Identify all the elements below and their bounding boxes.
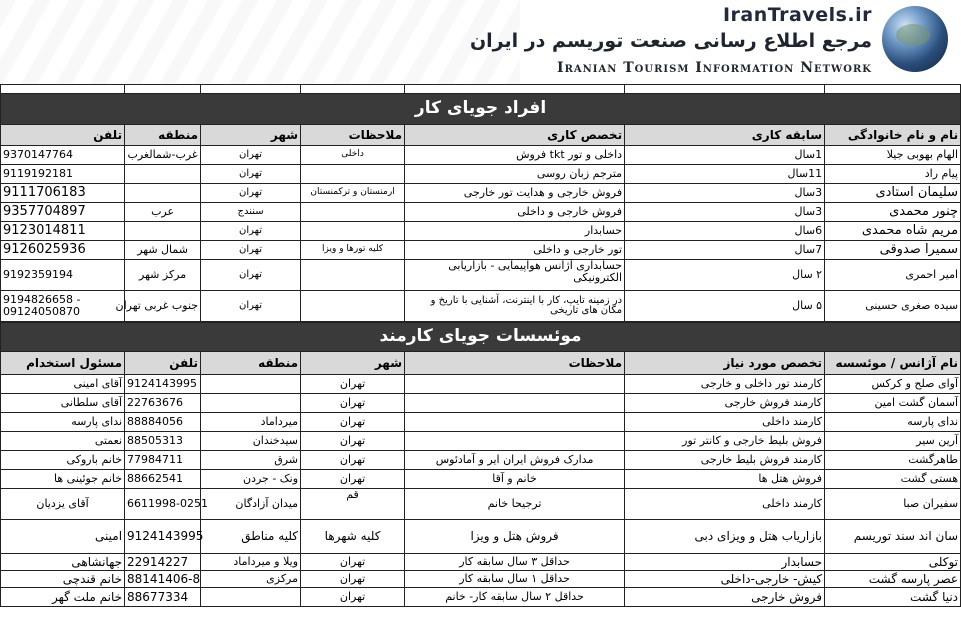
agency-phone: 88505313 <box>125 432 201 451</box>
agency-region: ونک - جردن <box>201 470 301 489</box>
job-seeker-row <box>1 291 961 322</box>
agency-row <box>1 451 961 470</box>
job-seeker-region: عرب <box>125 203 201 222</box>
agency-notes <box>405 394 625 413</box>
job-seeker-experience: 3سال <box>625 184 825 203</box>
agency-row <box>1 489 961 520</box>
agency-phone: 88677334 <box>125 588 201 607</box>
banner-decoration <box>0 0 520 84</box>
agency-agency: توکلی <box>825 554 961 571</box>
agency-contact: خانم قندچی <box>1 571 125 588</box>
agency-notes: ترجیحا خانم <box>405 489 625 520</box>
job-seeker-row <box>1 184 961 203</box>
job-seeker-specialty: در زمینه تایپ، کار با اینترنت، آشنایی با تاریخ و مکان های تاریخی <box>405 291 625 322</box>
job-seeker-specialty: تور خارجی و داخلی <box>405 241 625 260</box>
job-seeker-city: سنندج <box>201 203 301 222</box>
agency-agency: دنیا گشت <box>825 588 961 607</box>
job-seeker-name: چنور محمدی <box>825 203 961 222</box>
job-seekers-table <box>0 93 961 322</box>
job-seeker-specialty: فروش خارجی و هدایت تور خارجی <box>405 184 625 203</box>
agency-region: کلیه مناطق <box>201 520 301 554</box>
agency-contact: جهانشاهی <box>1 554 125 571</box>
agency-contact: آقای امینی <box>1 375 125 394</box>
agency-city: تهران <box>301 571 405 588</box>
job-seeker-city: تهران <box>201 222 301 241</box>
agency-notes: حداقل ۱ سال سابقه کار <box>405 571 625 588</box>
site-name[interactable]: IranTravels.ir <box>722 4 872 26</box>
agency-agency: سان اند سند توریسم <box>825 520 961 554</box>
agency-specialty-needed: بازاریاب هتل و ویزای دبی <box>625 520 825 554</box>
site-title-en: Iranian Tourism Information Network <box>557 60 872 76</box>
site-title-fa: مرجع اطلاع رسانی صنعت توریسم در ایران <box>469 30 872 52</box>
agency-specialty-needed: کارمند داخلی <box>625 489 825 520</box>
col-header-notes: ملاحظات <box>301 125 405 146</box>
agency-agency: ندای پارسه <box>825 413 961 432</box>
col-header-phone: تلفن <box>1 125 125 146</box>
job-seeker-row <box>1 146 961 165</box>
agencies-section-title: موئسسات جویای کارمند <box>1 323 961 352</box>
agency-notes <box>405 413 625 432</box>
job-seeker-region <box>125 222 201 241</box>
agencies-header-row <box>1 352 961 375</box>
job-seeker-phone: 9194826658 - 09124050870 <box>1 291 125 322</box>
agency-specialty-needed: کارمند تور داخلی و خارجی <box>625 375 825 394</box>
job-seeker-specialty: حسابدار <box>405 222 625 241</box>
job-seeker-experience: 3سال <box>625 203 825 222</box>
job-seeker-city: تهران <box>201 146 301 165</box>
col-header-region: منطقه <box>125 125 201 146</box>
agency-notes: مدارک فروش ایران ایر و آمادئوس <box>405 451 625 470</box>
agency-city: تهران <box>301 432 405 451</box>
job-seeker-city: تهران <box>201 291 301 322</box>
job-seeker-city: تهران <box>201 165 301 184</box>
agency-contact: آقای یزدیان <box>1 489 125 520</box>
job-seeker-phone: 9119192181 <box>1 165 125 184</box>
job-seeker-name: سلیمان استادی <box>825 184 961 203</box>
agency-region: سیدخندان <box>201 432 301 451</box>
job-seeker-specialty: فروش خارجی و داخلی <box>405 203 625 222</box>
agency-contact: امینی <box>1 520 125 554</box>
agency-city: تهران <box>301 413 405 432</box>
agency-region: شرق <box>201 451 301 470</box>
job-seeker-specialty: مترجم زبان روسی <box>405 165 625 184</box>
agency-agency: آسمان گشت امین <box>825 394 961 413</box>
job-seeker-phone: 9192359194 <box>1 260 125 291</box>
agency-specialty-needed: فروش هتل ها <box>625 470 825 489</box>
job-seekers-header-row <box>1 125 961 146</box>
agency-agency: هستی گشت <box>825 470 961 489</box>
agency-specialty-needed: کارمند داخلی <box>625 413 825 432</box>
site-banner <box>0 0 960 84</box>
agency-region <box>201 394 301 413</box>
job-seeker-experience: ۲ سال <box>625 260 825 291</box>
job-seeker-row <box>1 165 961 184</box>
job-seeker-name: امیر احمری <box>825 260 961 291</box>
job-seeker-experience: 7سال <box>625 241 825 260</box>
col-header-agency: نام آژانس / موئسسه <box>825 352 961 375</box>
job-seeker-name: سیده صغری حسینی <box>825 291 961 322</box>
job-seeker-notes: کلیه تورها و ویزا <box>301 241 405 260</box>
agency-contact: خانم جوئینی ها <box>1 470 125 489</box>
agency-notes: حداقل ۲ سال سابقه کار- خانم <box>405 588 625 607</box>
job-seeker-city: تهران <box>201 241 301 260</box>
agency-notes: فروش هتل و ویزا <box>405 520 625 554</box>
col-header-specialty: تخصص کاری <box>405 125 625 146</box>
agency-city: تهران <box>301 470 405 489</box>
agency-agency: سفیران صبا <box>825 489 961 520</box>
agency-city: تهران <box>301 375 405 394</box>
agency-row <box>1 520 961 554</box>
agency-city: قم <box>301 489 405 520</box>
agency-city: تهران <box>301 554 405 571</box>
job-seeker-row <box>1 241 961 260</box>
agency-specialty-needed: فروش خارجی <box>625 588 825 607</box>
job-seeker-region: غرب-شمالغرب <box>125 146 201 165</box>
agency-agency: طاهرگشت <box>825 451 961 470</box>
job-seeker-notes <box>301 260 405 291</box>
agency-phone: 9124143995 <box>125 375 201 394</box>
job-seeker-city: تهران <box>201 184 301 203</box>
agency-phone: 88141406-8 <box>125 571 201 588</box>
agency-contact: نعمتی <box>1 432 125 451</box>
job-seeker-phone: 9123014811 <box>1 222 125 241</box>
job-seeker-notes <box>301 165 405 184</box>
agency-contact: ندای پارسه <box>1 413 125 432</box>
job-seekers-section-title: افراد جویای کار <box>1 94 961 125</box>
agency-region <box>201 375 301 394</box>
agencies-table <box>0 322 961 607</box>
globe-logo-icon <box>882 6 948 72</box>
agency-row <box>1 571 961 588</box>
job-seeker-region: مرکز شهر <box>125 260 201 291</box>
job-seeker-region <box>125 165 201 184</box>
agency-phone: 88884056 <box>125 413 201 432</box>
job-seeker-notes <box>301 203 405 222</box>
job-seeker-experience: 1سال <box>625 146 825 165</box>
job-seeker-phone: 9126025936 <box>1 241 125 260</box>
job-seeker-specialty: حسابداری آژانس هواپیمایی - بازاریابی الکترونیکی <box>405 260 625 291</box>
col-header-agency-phone: تلفن <box>125 352 201 375</box>
agency-specialty-needed: کارمند فروش خارجی <box>625 394 825 413</box>
agency-region: میدان آزادگان <box>201 489 301 520</box>
job-seeker-phone: 9111706183 <box>1 184 125 203</box>
col-header-name: نام و نام خانوادگی <box>825 125 961 146</box>
job-seeker-row <box>1 222 961 241</box>
agency-phone: 22763676 <box>125 394 201 413</box>
agency-notes <box>405 375 625 394</box>
agency-contact: خانم ملت گهر <box>1 588 125 607</box>
col-header-agency-notes: ملاحظات <box>405 352 625 375</box>
job-seeker-region: جنوب غربی تهران <box>125 291 201 322</box>
agency-contact: خانم باروکی <box>1 451 125 470</box>
job-seeker-name: سمیرا صدوقی <box>825 241 961 260</box>
job-seeker-city: تهران <box>201 260 301 291</box>
agency-row <box>1 413 961 432</box>
agency-row <box>1 375 961 394</box>
agency-region: میرداماد <box>201 413 301 432</box>
job-seeker-name: پیام راد <box>825 165 961 184</box>
job-seeker-phone: 9370147764 <box>1 146 125 165</box>
agency-row <box>1 394 961 413</box>
agency-phone: 6611998-0251 <box>125 489 201 520</box>
agency-specialty-needed: حسابدار <box>625 554 825 571</box>
agency-region <box>201 588 301 607</box>
agency-specialty-needed: فروش بلیط خارجی و کانتر تور <box>625 432 825 451</box>
agency-agency: عصر پارسه گشت <box>825 571 961 588</box>
agency-city: کلیه شهرها <box>301 520 405 554</box>
agency-specialty-needed: کیش- خارجی-داخلی <box>625 571 825 588</box>
agency-agency: آرین سیر <box>825 432 961 451</box>
job-seeker-notes: داخلی <box>301 146 405 165</box>
agency-row <box>1 432 961 451</box>
job-seeker-specialty: داخلی و تور tkt فروش <box>405 146 625 165</box>
job-seeker-notes <box>301 222 405 241</box>
agency-city: تهران <box>301 451 405 470</box>
agency-region: مرکزی <box>201 571 301 588</box>
job-seeker-experience: 6سال <box>625 222 825 241</box>
job-seeker-notes: ارمنستان و ترکمنستان <box>301 184 405 203</box>
job-seeker-row <box>1 203 961 222</box>
agency-phone: 22914227 <box>125 554 201 571</box>
agency-notes: خانم و آقا <box>405 470 625 489</box>
agency-contact: آقای سلطانی <box>1 394 125 413</box>
col-header-specialty-needed: تخصص مورد نیاز <box>625 352 825 375</box>
job-seeker-row <box>1 260 961 291</box>
agency-row <box>1 588 961 607</box>
col-header-experience: سابقه کاری <box>625 125 825 146</box>
col-header-city: شهر <box>201 125 301 146</box>
agency-row <box>1 470 961 489</box>
job-seeker-name: الهام بهوبی جیلا <box>825 146 961 165</box>
agency-row <box>1 554 961 571</box>
agency-phone: 77984711 <box>125 451 201 470</box>
agency-agency: آوای صلح و کرکس <box>825 375 961 394</box>
agency-city: تهران <box>301 394 405 413</box>
job-seeker-phone: 9357704897 <box>1 203 125 222</box>
agency-specialty-needed: کارمند فروش بلیط خارجی <box>625 451 825 470</box>
agency-phone: 9124143995 <box>125 520 201 554</box>
agency-region: ویلا و میرداماد <box>201 554 301 571</box>
job-seeker-region <box>125 184 201 203</box>
col-header-contact: مسئول استخدام <box>1 352 125 375</box>
job-seeker-experience: ۵ سال <box>625 291 825 322</box>
col-header-agency-region: منطقه <box>201 352 301 375</box>
agency-phone: 88662541 <box>125 470 201 489</box>
job-seeker-experience: 11سال <box>625 165 825 184</box>
agency-city: تهران <box>301 588 405 607</box>
col-header-agency-city: شهر <box>301 352 405 375</box>
agency-notes: حداقل ۳ سال سابقه کار <box>405 554 625 571</box>
job-seeker-notes <box>301 291 405 322</box>
job-seeker-region: شمال شهر <box>125 241 201 260</box>
job-seeker-name: مریم شاه محمدی <box>825 222 961 241</box>
agency-notes <box>405 432 625 451</box>
